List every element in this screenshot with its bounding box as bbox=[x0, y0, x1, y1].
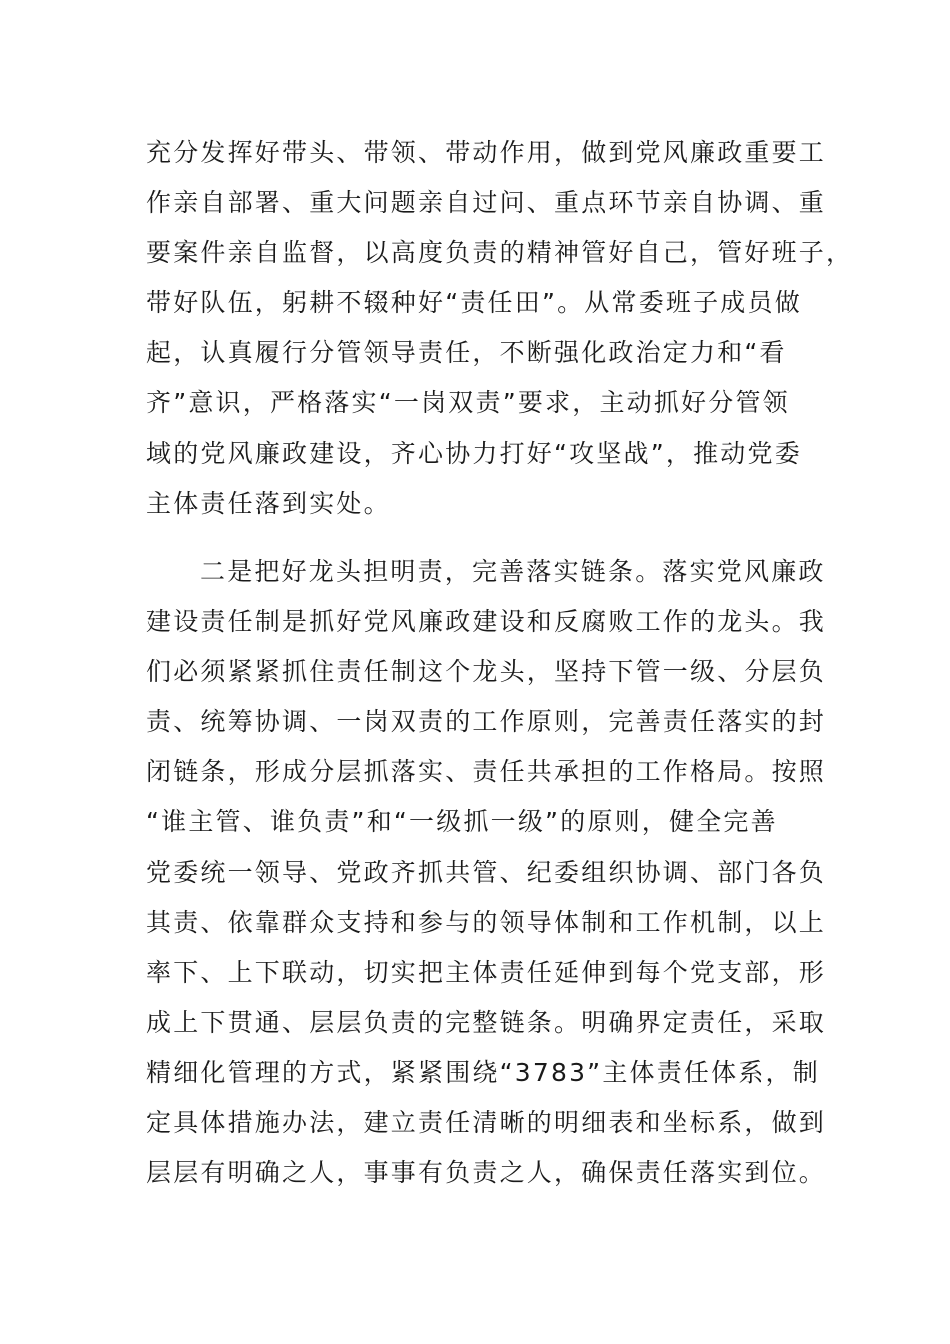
paragraph-line: 要案件亲自监督，以高度负责的精神管好自己，管好班子， bbox=[146, 238, 854, 268]
paragraph-line: 层层有明确之人，事事有负责之人，确保责任落实到位。 bbox=[146, 1158, 827, 1188]
paragraph-first-line: 二是把好龙头担明责，完善落实链条。落实党风廉政 bbox=[200, 557, 826, 586]
paragraph-line: 成上下贯通、层层负责的完整链条。明确界定责任，采取 bbox=[146, 1007, 827, 1037]
paragraph-line: 域的党风廉政建设，齐心协力打好“攻坚战”，推动党委 bbox=[146, 438, 802, 468]
paragraph-line: 建设责任制是抓好党风廉政建设和反腐败工作的龙头。我 bbox=[146, 607, 827, 637]
paragraph-line: 齐”意识，严格落实“一岗双责”要求，主动抓好分管领 bbox=[146, 388, 790, 418]
paragraph-line: 党委统一领导、党政齐抓共管、纪委组织协调、部门各负 bbox=[146, 857, 827, 887]
paragraph-1 bbox=[146, 128, 854, 529]
paragraph-line: 率下、上下联动，切实把主体责任延伸到每个党支部，形 bbox=[146, 957, 827, 987]
paragraph-line: 起，认真履行分管领导责任，不断强化政治定力和“看 bbox=[146, 338, 787, 368]
paragraph-line: 其责、依靠群众支持和参与的领导体制和工作机制，以上 bbox=[146, 907, 827, 937]
paragraph-line: 作亲自部署、重大问题亲自过问、重点环节亲自协调、重 bbox=[146, 188, 827, 218]
paragraph-line: 充分发挥好带头、带领、带动作用，做到党风廉政重要工 bbox=[146, 138, 827, 167]
paragraph-line: 责、统筹协调、一岗双责的工作原则，完善责任落实的封 bbox=[146, 707, 827, 737]
paragraph-line: 精细化管理的方式，紧紧围绕“3783”主体责任体系，制 bbox=[146, 1057, 820, 1087]
paragraph-line: 带好队伍，躬耕不辍种好“责任田”。从常委班子成员做 bbox=[146, 288, 802, 318]
paragraph-line: 主体责任落到实处。 bbox=[146, 488, 391, 518]
paragraph-line: “谁主管、谁负责”和“一级抓一级”的原则，健全完善 bbox=[146, 807, 778, 837]
paragraph-line: 们必须紧紧抓住责任制这个龙头，坚持下管一级、分层负 bbox=[146, 657, 827, 687]
paragraph-line: 闭链条，形成分层抓落实、责任共承担的工作格局。按照 bbox=[146, 757, 827, 787]
paragraph-line: 定具体措施办法，建立责任清晰的明细表和坐标系，做到 bbox=[146, 1108, 827, 1138]
paragraph-2 bbox=[146, 547, 827, 1198]
